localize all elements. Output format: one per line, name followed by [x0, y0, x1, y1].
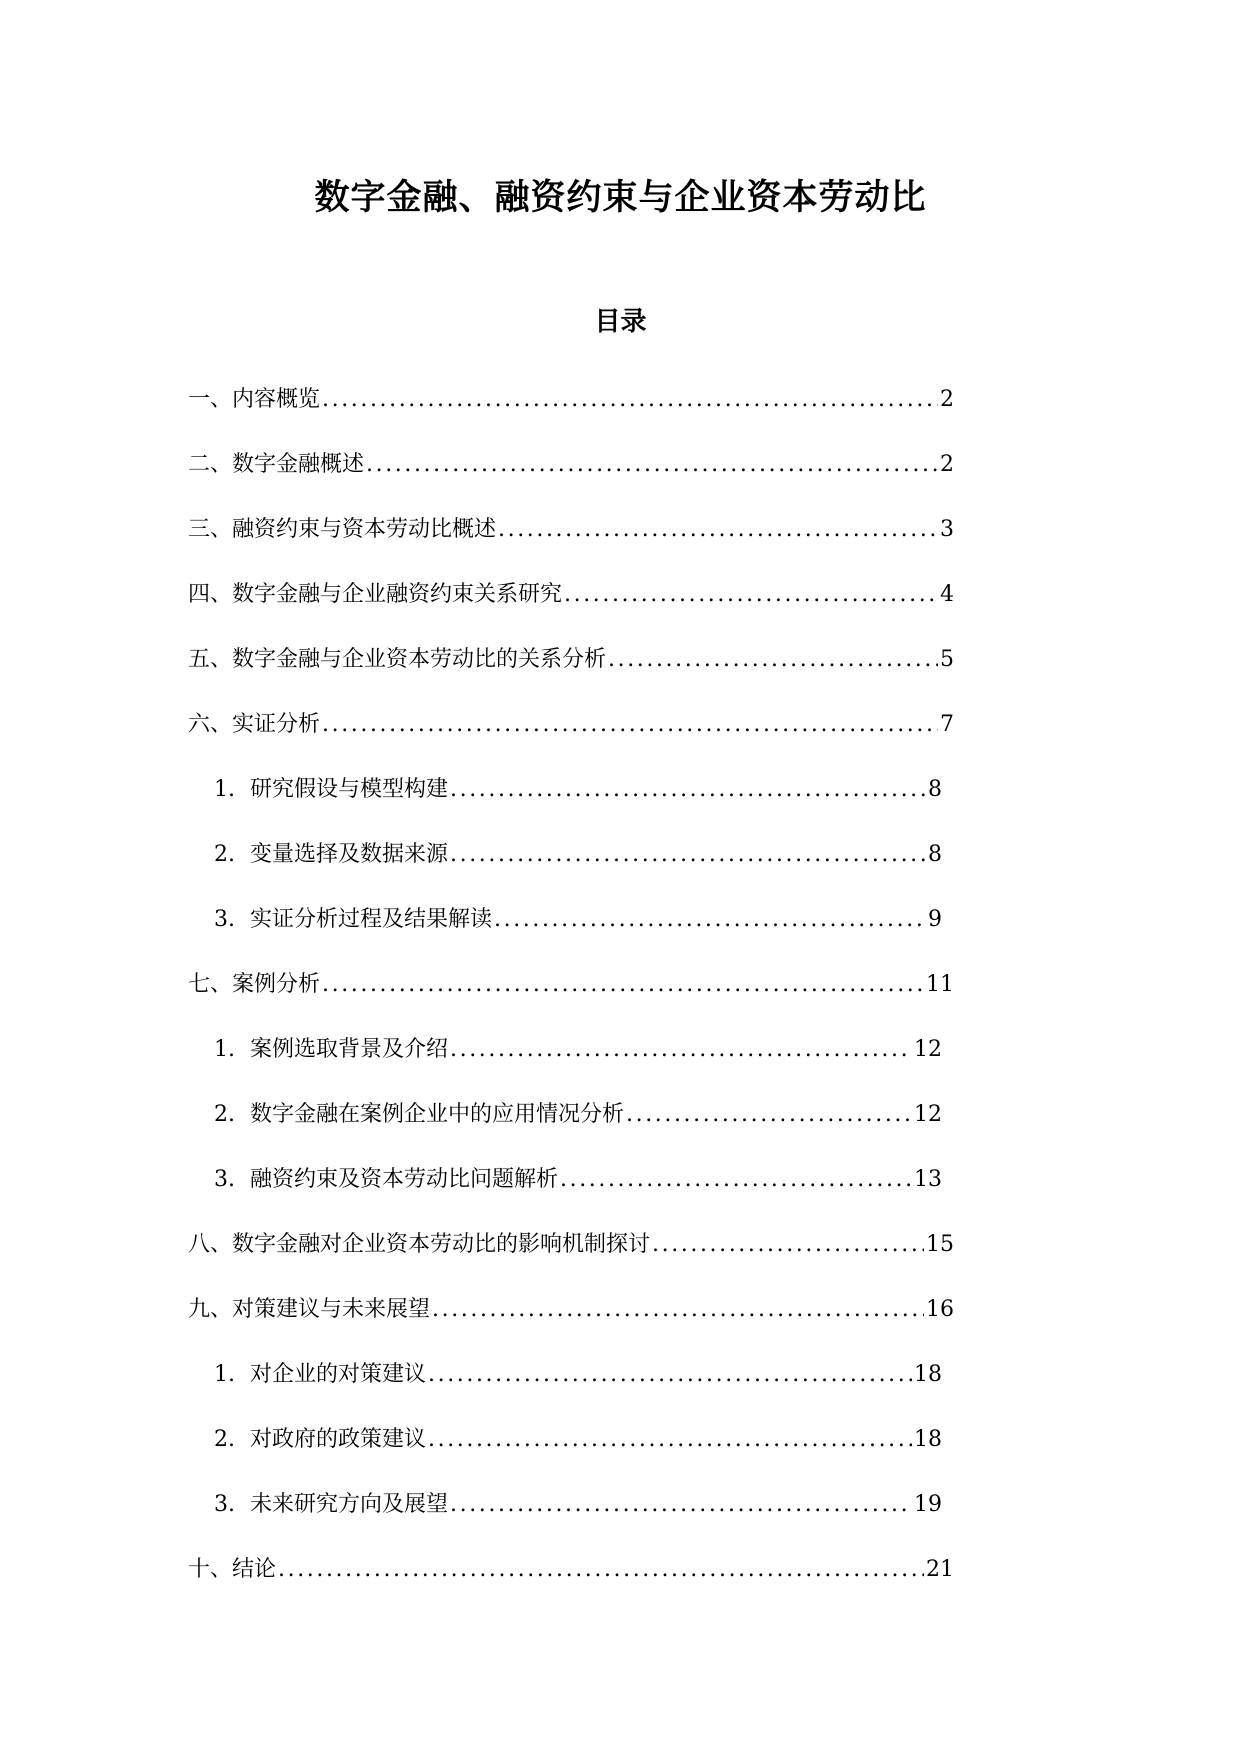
toc-entry-text: 四、数字金融与企业融资约束关系研究 — [188, 582, 563, 607]
toc-leader-dots — [564, 577, 938, 613]
toc-entry-text: 八、数字金融对企业资本劳动比的影响机制探讨 — [188, 1232, 651, 1257]
toc-subentry[interactable] — [188, 902, 954, 967]
toc-subentry[interactable] — [188, 1162, 954, 1227]
toc-leader-dots — [494, 902, 926, 938]
toc-entry-text: 未来研究方向及展望 — [250, 1492, 449, 1517]
toc-page-number: 5 — [940, 647, 954, 672]
toc-subentry-number: 1. — [214, 777, 235, 802]
toc-page-number: 3 — [940, 517, 954, 542]
toc-page-number: 21 — [926, 1557, 954, 1582]
toc-subentry[interactable] — [188, 1422, 954, 1487]
toc-entry-text: 实证分析过程及结果解读 — [250, 907, 493, 932]
toc-subentry-number: 1. — [214, 1037, 235, 1062]
toc-entry-text: 研究假设与模型构建 — [250, 777, 449, 802]
toc-entry-text: 九、对策建议与未来展望 — [188, 1297, 431, 1322]
toc-leader-dots — [560, 1162, 912, 1198]
toc-entry-text: 一、内容概览 — [188, 387, 321, 412]
toc-entry-text: 三、融资约束与资本劳动比概述 — [188, 517, 497, 542]
toc-entry-text: 五、数字金融与企业资本劳动比的关系分析 — [188, 647, 607, 672]
toc-leader-dots — [278, 1552, 924, 1588]
toc-subentry-number: 2. — [214, 1102, 235, 1127]
toc-entry-text: 对企业的对策建议 — [250, 1362, 427, 1387]
toc-page-number: 2 — [940, 387, 954, 412]
toc-leader-dots — [450, 772, 926, 808]
toc-entry[interactable] — [188, 447, 954, 512]
toc-page-number: 19 — [914, 1492, 942, 1517]
toc-page-number: 2 — [940, 452, 954, 477]
toc-leader-dots — [652, 1227, 924, 1263]
toc-entry[interactable] — [188, 512, 954, 577]
toc-page-number: 13 — [914, 1167, 942, 1192]
toc-entry-text: 十、结论 — [188, 1557, 277, 1582]
toc-entry[interactable] — [188, 707, 954, 772]
toc-leader-dots — [450, 837, 926, 873]
toc-entry[interactable] — [188, 642, 954, 707]
toc-entry-text: 对政府的政策建议 — [250, 1427, 427, 1452]
toc-leader-dots — [450, 1487, 912, 1523]
toc-subentry[interactable] — [188, 772, 954, 837]
toc-entry-text: 融资约束及资本劳动比问题解析 — [250, 1167, 559, 1192]
toc-subentry[interactable] — [188, 1487, 954, 1552]
toc-entry-text: 七、案例分析 — [188, 972, 321, 997]
toc-page-number: 8 — [928, 842, 942, 867]
toc-subentry-number: 2. — [214, 1427, 235, 1452]
toc-entry-text: 六、实证分析 — [188, 712, 321, 737]
toc-subentry-number: 3. — [214, 1492, 235, 1517]
toc-leader-dots — [432, 1292, 924, 1328]
toc-leader-dots — [608, 642, 938, 678]
toc-page-number: 18 — [914, 1362, 942, 1387]
toc-subentry[interactable] — [188, 1097, 954, 1162]
toc-subentry-number: 1. — [214, 1362, 235, 1387]
toc-subentry-number: 3. — [214, 907, 235, 932]
toc-leader-dots — [450, 1032, 912, 1068]
toc-entry-text: 二、数字金融概述 — [188, 452, 365, 477]
toc-entry[interactable] — [188, 577, 954, 642]
toc-entry-text: 案例选取背景及介绍 — [250, 1037, 449, 1062]
toc-page-number: 15 — [926, 1232, 954, 1257]
toc-leader-dots — [428, 1357, 912, 1393]
toc-page-number: 18 — [914, 1427, 942, 1452]
toc-heading: 目录 — [594, 306, 647, 337]
toc-entry[interactable] — [188, 1552, 954, 1617]
toc-page-number: 9 — [928, 907, 942, 932]
toc-page-number: 4 — [940, 582, 954, 607]
toc-entry-text: 数字金融在案例企业中的应用情况分析 — [250, 1102, 625, 1127]
toc-page-number: 7 — [940, 712, 954, 737]
toc-subentry-number: 2. — [214, 842, 235, 867]
toc-entry[interactable] — [188, 1292, 954, 1357]
toc-entry[interactable] — [188, 1227, 954, 1292]
toc-leader-dots — [322, 967, 924, 1003]
toc-page-number: 8 — [928, 777, 942, 802]
toc-entry[interactable] — [188, 382, 954, 447]
table-of-contents — [188, 382, 954, 1617]
toc-subentry[interactable] — [188, 1032, 954, 1097]
toc-subentry-number: 3. — [214, 1167, 235, 1192]
toc-page-number: 12 — [914, 1102, 942, 1127]
document-title: 数字金融、融资约束与企业资本劳动比 — [314, 178, 927, 219]
toc-leader-dots — [498, 512, 938, 548]
toc-page-number: 12 — [914, 1037, 942, 1062]
toc-leader-dots — [366, 447, 938, 483]
toc-leader-dots — [626, 1097, 912, 1133]
toc-page-number: 11 — [926, 972, 954, 997]
toc-page-number: 16 — [926, 1297, 954, 1322]
toc-leader-dots — [322, 707, 938, 743]
toc-entry[interactable] — [188, 967, 954, 1032]
toc-leader-dots — [322, 382, 938, 418]
toc-leader-dots — [428, 1422, 912, 1458]
toc-subentry[interactable] — [188, 1357, 954, 1422]
toc-entry-text: 变量选择及数据来源 — [250, 842, 449, 867]
toc-subentry[interactable] — [188, 837, 954, 902]
